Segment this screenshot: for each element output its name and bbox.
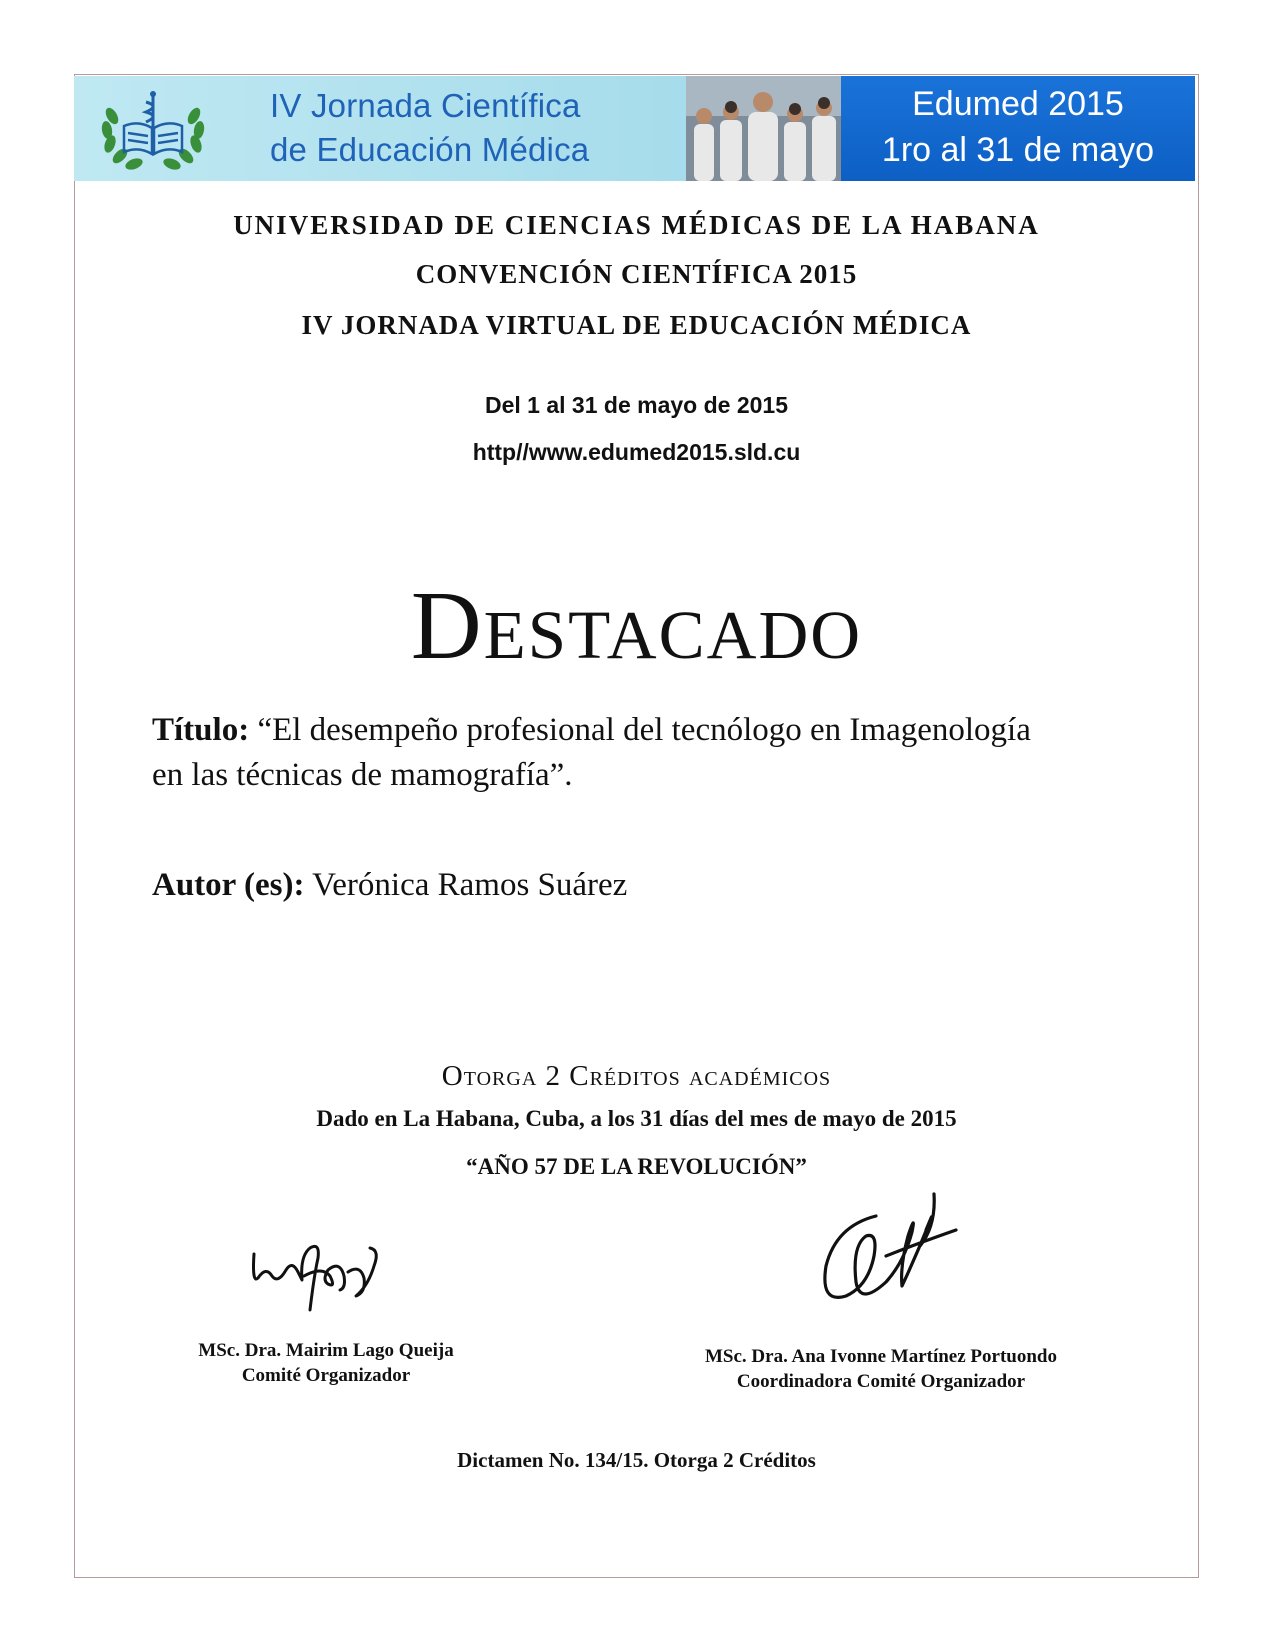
banner-event-dates: 1ro al 31 de mayo — [881, 131, 1155, 169]
banner-title-line1: IV Jornada Científica — [270, 87, 581, 124]
title-label: Título: — [152, 712, 250, 748]
work-title-line1 — [152, 712, 1031, 749]
university-logo-icon — [98, 86, 208, 172]
title-text-line1: “El desempeño profesional del tecnólogo en Imagenología — [257, 712, 1031, 748]
award-title: Destacado — [410, 572, 863, 680]
event-name: IV JORNADA VIRTUAL DE EDUCACIÓN MÉDICA — [301, 310, 972, 340]
event-url: http//www.edumed2015.sld.cu — [472, 439, 801, 465]
banner-right-panel — [841, 76, 1195, 181]
doctors-group-photo-icon — [686, 76, 841, 181]
signatory-left-name: MSc. Dra. Mairim Lago Queija — [198, 1340, 454, 1361]
banner-event-name: Edumed 2015 — [912, 85, 1124, 123]
author-line — [152, 867, 627, 904]
author-label: Autor (es): — [152, 867, 305, 903]
signatory-right — [686, 1344, 1076, 1394]
signatory-right-name: MSc. Dra. Ana Ivonne Martínez Portuondo — [704, 1346, 1057, 1367]
title-text-line2: en las técnicas de mamografía”. — [152, 757, 573, 793]
signatory-left-role: Comité Organizador — [241, 1365, 411, 1386]
issued-place-date: Dado en La Habana, Cuba, a los 31 días del mes de mayo de 2015 — [316, 1106, 957, 1131]
banner-photo — [686, 76, 841, 181]
credits-text: Otorga 2 Créditos académicos — [441, 1060, 832, 1092]
year-motto: “AÑO 57 DE LA REVOLUCIÓN” — [466, 1154, 807, 1179]
banner-title-line2: de Educación Médica — [270, 131, 590, 168]
convention-name: CONVENCIÓN CIENTÍFICA 2015 — [415, 259, 858, 289]
signatory-right-role: Coordinadora Comité Organizador — [736, 1371, 1026, 1392]
signature-left-icon — [248, 1236, 393, 1316]
event-banner — [74, 76, 1195, 181]
signatory-left — [186, 1338, 466, 1388]
university-name: UNIVERSIDAD DE CIENCIAS MÉDICAS DE LA HABANA — [233, 210, 1040, 240]
signature-right-icon — [816, 1186, 966, 1316]
event-dates: Del 1 al 31 de mayo de 2015 — [484, 392, 788, 418]
banner-left-panel — [74, 76, 686, 181]
dictamen-footer: Dictamen No. 134/15. Otorga 2 Créditos — [457, 1448, 816, 1472]
author-name: Verónica Ramos Suárez — [312, 867, 628, 903]
